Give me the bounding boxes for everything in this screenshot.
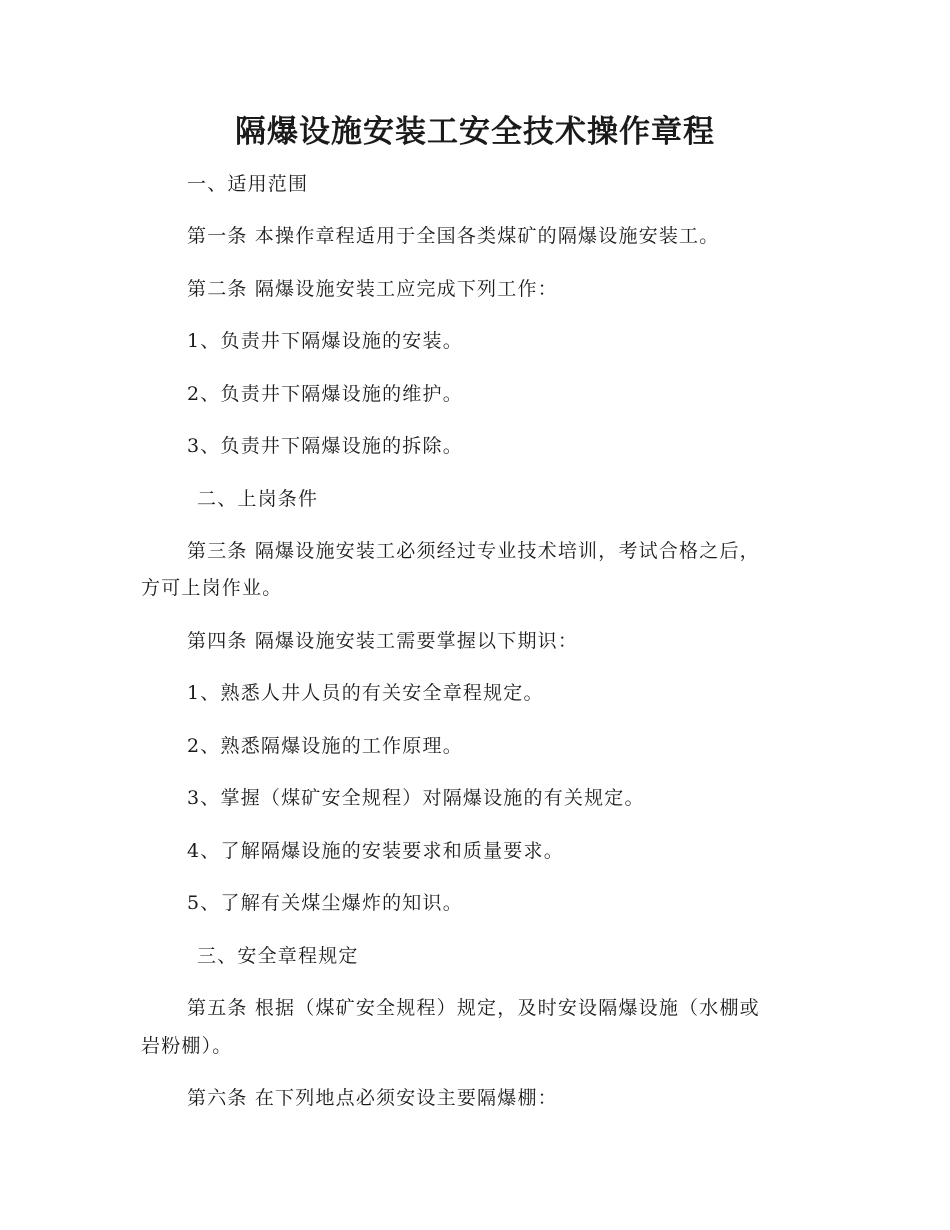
list-item-knowledge-3: 3、掌握（煤矿安全规程）对隔爆设施的有关规定。 <box>187 787 645 809</box>
article-2: 第二条 隔爆设施安装工应完成下列工作： <box>187 278 558 300</box>
article-1: 第一条 本操作章程适用于全国各类煤矿的隔爆设施安装工。 <box>187 225 720 247</box>
list-item-knowledge-2: 2、熟悉隔爆设施的工作原理。 <box>187 735 463 757</box>
article-5-line-2: 岩粉棚）。 <box>141 1035 233 1057</box>
list-item-knowledge-4: 4、了解隔爆设施的安装要求和质量要求。 <box>187 840 564 862</box>
document-title: 隔爆设施安装工安全技术操作章程 <box>235 114 715 150</box>
list-item-remove: 3、负责井下隔爆设施的拆除。 <box>187 435 463 457</box>
article-3-line-1: 第三条 隔爆设施安装工必须经过专业技术培训，考试合格之后， <box>187 540 760 562</box>
article-4: 第四条 隔爆设施安装工需要掌握以下期识： <box>187 630 579 652</box>
section-heading-qualification: 二、上岗条件 <box>197 488 319 510</box>
list-item-install: 1、负责井下隔爆设施的安装。 <box>187 330 463 352</box>
section-heading-scope: 一、适用范围 <box>187 173 309 195</box>
article-6: 第六条 在下列地点必须安设主要隔爆棚： <box>187 1087 558 1109</box>
list-item-knowledge-1: 1、熟悉人井人员的有关安全章程规定。 <box>187 682 544 704</box>
article-3-line-2: 方可上岗作业。 <box>141 577 283 599</box>
article-5-line-1: 第五条 根据（煤矿安全规程）规定，及时安设隔爆设施（水棚或 <box>187 997 760 1019</box>
list-item-knowledge-5: 5、了解有关煤尘爆炸的知识。 <box>187 892 463 914</box>
list-item-maintain: 2、负责井下隔爆设施的维护。 <box>187 383 463 405</box>
section-heading-safety-rules: 三、安全章程规定 <box>197 945 359 967</box>
